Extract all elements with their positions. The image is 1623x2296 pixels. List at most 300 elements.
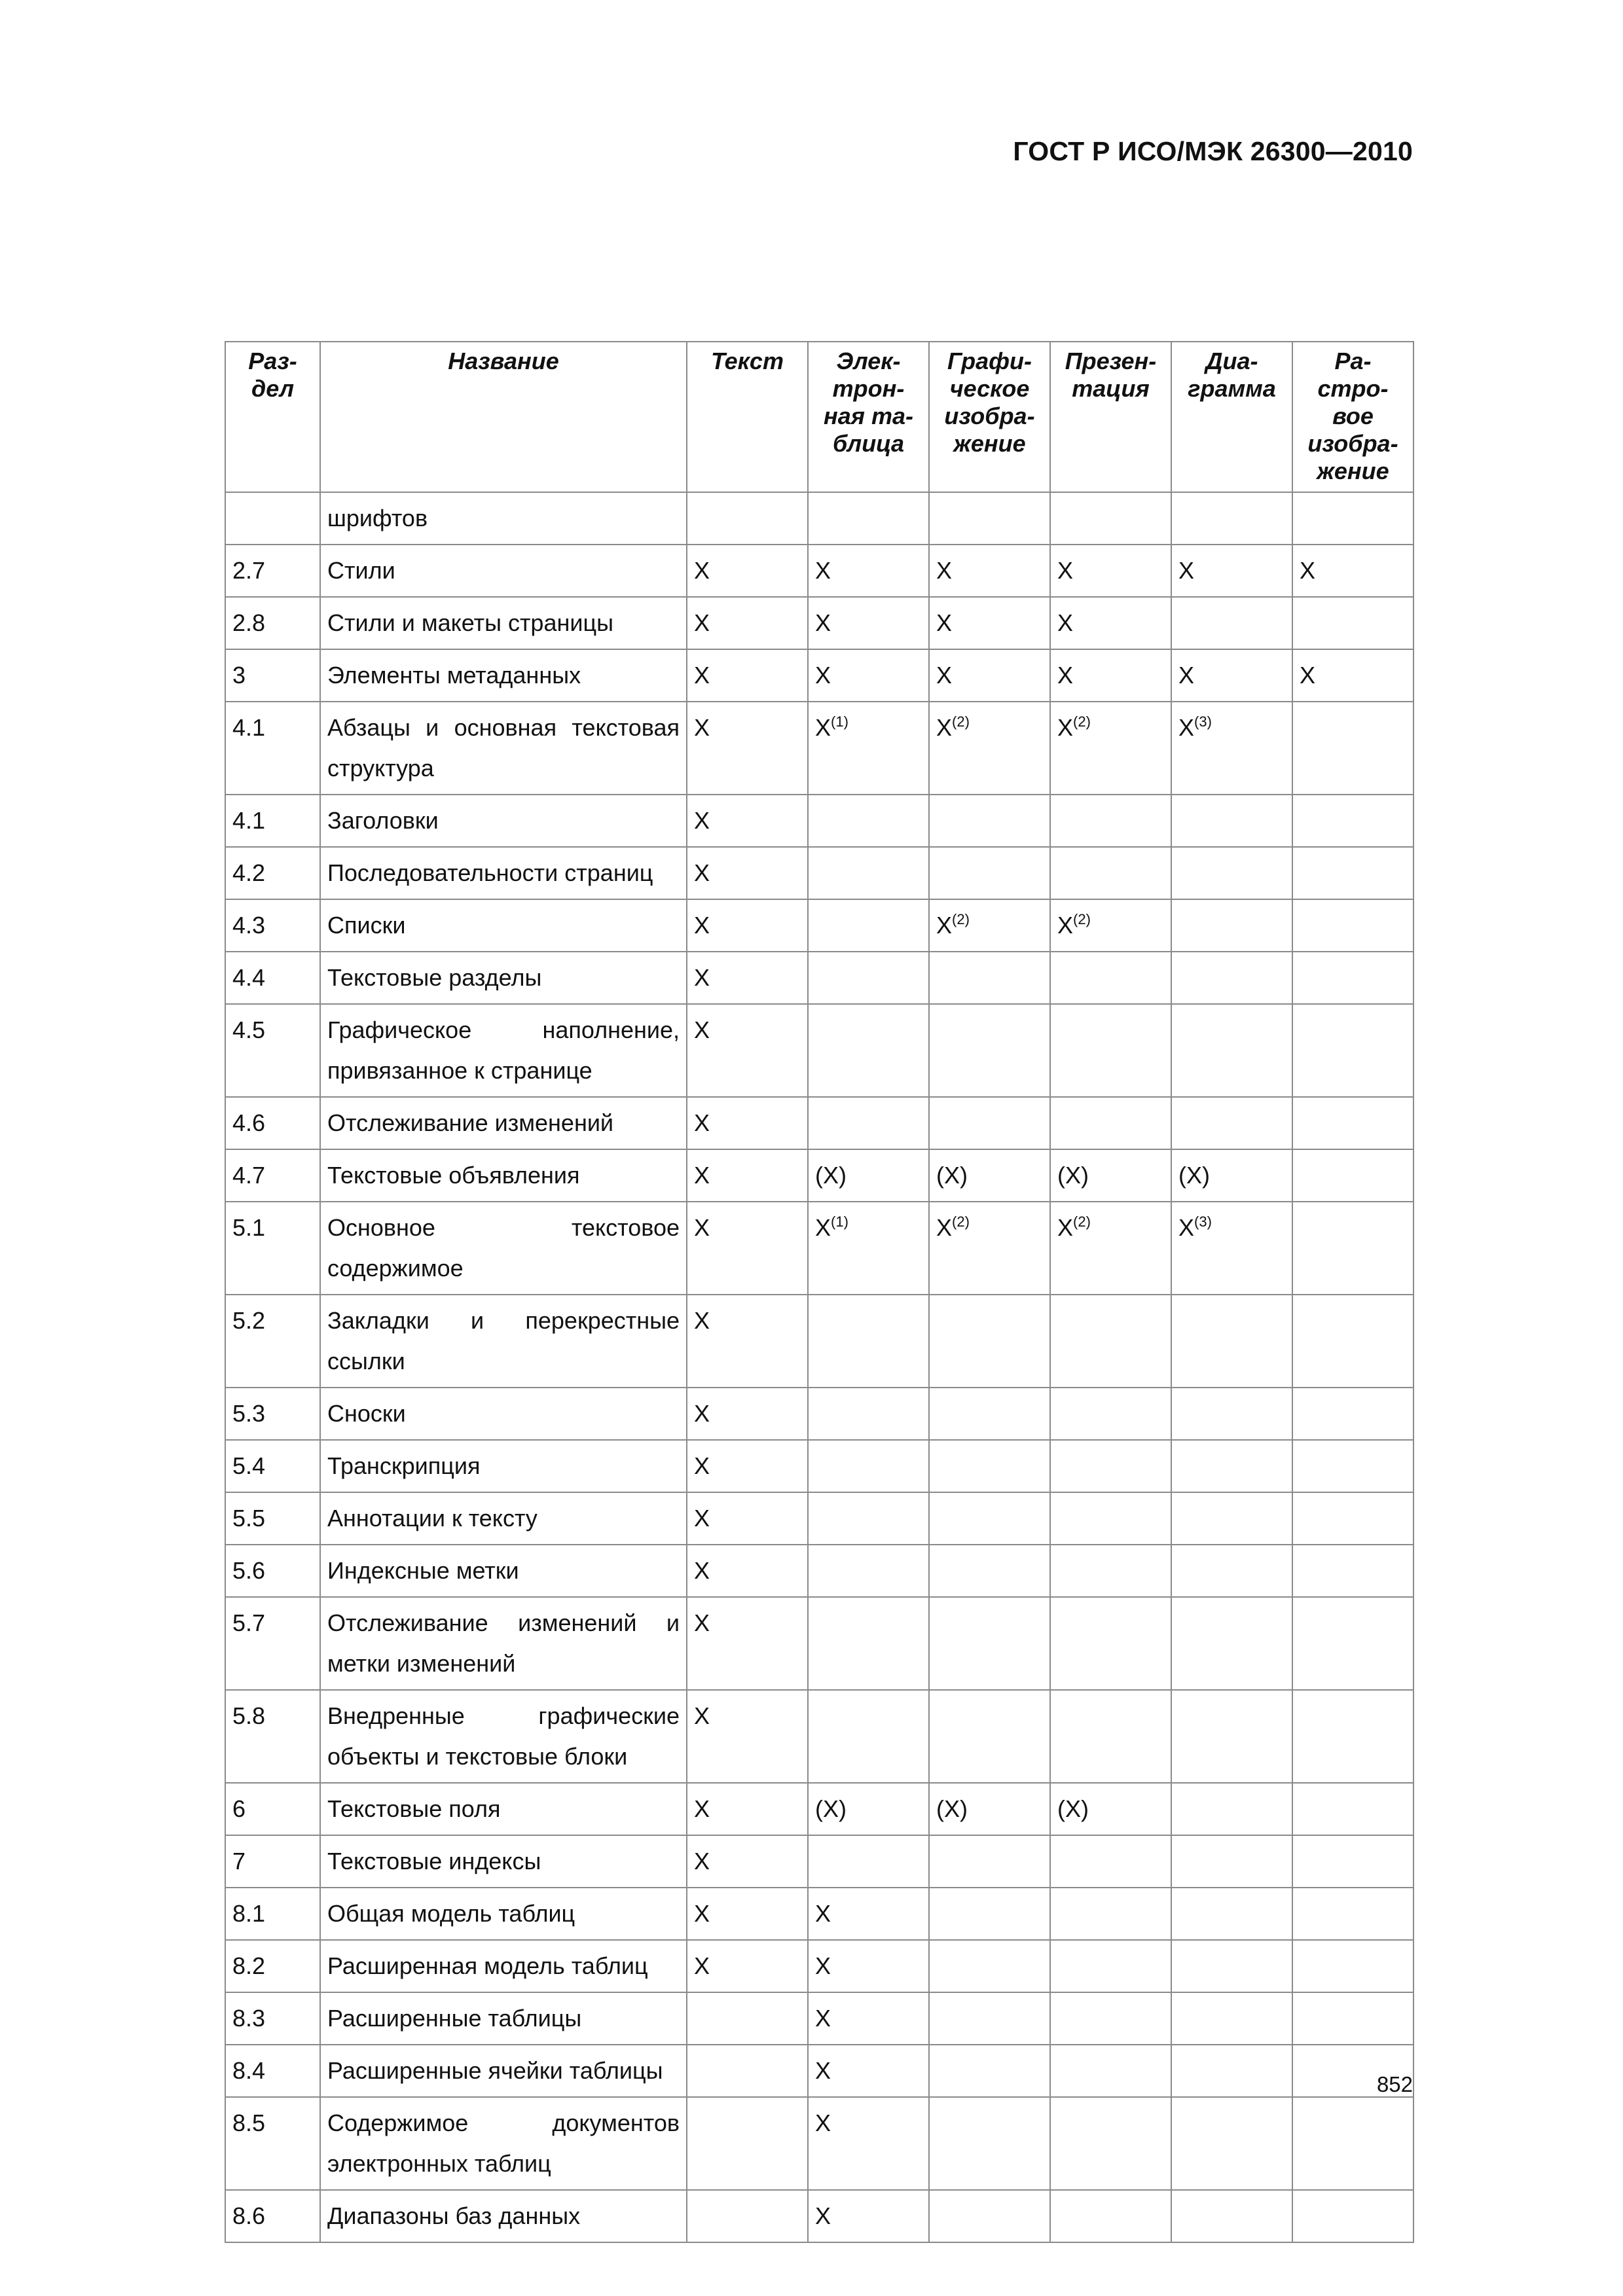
support-mark-cell	[1292, 1783, 1413, 1835]
support-mark-cell	[1292, 1545, 1413, 1597]
column-header-line: вое	[1332, 403, 1374, 429]
support-mark-cell	[1050, 1492, 1171, 1545]
support-mark-cell	[1050, 1690, 1171, 1783]
support-mark-cell	[687, 1202, 808, 1295]
footnote-marker: (1)	[831, 1213, 848, 1230]
support-mark-cell	[1292, 1202, 1413, 1295]
support-mark-cell	[687, 1440, 808, 1492]
support-mark-cell	[1171, 1440, 1292, 1492]
feature-name-cell: Аннотации к тексту	[320, 1492, 687, 1545]
support-mark-cell	[687, 2045, 808, 2097]
support-mark-cell	[1050, 1835, 1171, 1888]
feature-name-cell: Графическое наполнение, привязанное к странице	[320, 1004, 687, 1097]
table-row	[225, 1440, 1413, 1492]
support-mark: X	[694, 1848, 710, 1874]
support-mark-cell	[687, 1545, 808, 1597]
support-mark-cell	[1292, 2097, 1413, 2190]
support-mark-cell	[808, 1149, 929, 1202]
support-mark-cell	[1171, 1388, 1292, 1440]
support-mark-cell	[1050, 492, 1171, 545]
support-mark-cell	[808, 899, 929, 952]
footnote-marker: (2)	[1073, 1213, 1091, 1230]
column-header-line: Диа-	[1205, 348, 1258, 374]
column-header-line: изобра-	[944, 403, 1035, 429]
support-mark: X	[1300, 662, 1316, 689]
table-row	[225, 1690, 1413, 1783]
table-body	[225, 492, 1413, 2242]
support-mark-cell	[1050, 597, 1171, 649]
column-header-line: стро-	[1317, 375, 1389, 402]
support-mark: X	[694, 609, 710, 636]
support-mark-cell	[687, 1388, 808, 1440]
support-mark: X	[936, 1214, 953, 1241]
support-mark-cell	[1050, 545, 1171, 597]
feature-name-cell: Текстовые разделы	[320, 952, 687, 1004]
support-mark-cell	[1171, 1202, 1292, 1295]
section-number-cell: 2.8	[225, 597, 320, 649]
support-mark-cell	[929, 2190, 1050, 2242]
support-mark-cell	[687, 649, 808, 702]
feature-name-cell: Основное текстовое содержимое	[320, 1202, 687, 1295]
support-mark-cell	[1171, 1492, 1292, 1545]
support-mark-cell	[1292, 2190, 1413, 2242]
support-mark-cell	[808, 1004, 929, 1097]
footnote-marker: (1)	[831, 713, 848, 730]
table-row	[225, 545, 1413, 597]
support-mark-cell	[1171, 2097, 1292, 2190]
support-mark-cell	[1171, 1597, 1292, 1690]
support-mark-cell	[687, 492, 808, 545]
support-mark-cell	[808, 545, 929, 597]
support-mark-cell	[929, 1202, 1050, 1295]
support-mark: (X)	[1178, 1162, 1210, 1189]
support-mark-cell	[1171, 1149, 1292, 1202]
support-mark-cell	[929, 1597, 1050, 1690]
feature-name-cell: Закладки и перекрестные ссылки	[320, 1295, 687, 1388]
support-mark-cell	[1171, 1690, 1292, 1783]
support-mark-cell	[1050, 702, 1171, 795]
support-mark-cell	[1292, 702, 1413, 795]
support-mark-cell	[687, 1097, 808, 1149]
feature-name-cell: Содержимое документов электронных таблиц	[320, 2097, 687, 2190]
section-number-cell: 5.8	[225, 1690, 320, 1783]
column-header-line: ческое	[949, 375, 1030, 402]
support-mark-cell	[1050, 1545, 1171, 1597]
support-mark: X	[1300, 557, 1316, 584]
support-mark-cell	[1171, 1295, 1292, 1388]
support-mark-cell	[1171, 1004, 1292, 1097]
column-header-line: Раз-	[248, 348, 297, 374]
table-row	[225, 1149, 1413, 1202]
support-mark-cell	[808, 492, 929, 545]
column-header-line: дел	[251, 375, 295, 402]
column-header-line: ная та-	[824, 403, 913, 429]
support-mark: X	[1178, 714, 1195, 741]
support-mark-cell	[808, 1783, 929, 1835]
support-mark: X	[694, 1452, 710, 1479]
column-header-line: Графи-	[947, 348, 1032, 374]
support-mark: X	[815, 609, 831, 636]
feature-name-cell: Текстовые индексы	[320, 1835, 687, 1888]
column-header-image	[1292, 342, 1413, 492]
support-mark-cell	[1050, 2045, 1171, 2097]
support-mark: X	[694, 964, 710, 991]
column-header-line: жение	[953, 430, 1026, 457]
feature-name-cell: Последовательности страниц	[320, 847, 687, 899]
support-mark: X	[1057, 714, 1074, 741]
support-mark: X	[815, 662, 831, 689]
support-mark-cell	[808, 2190, 929, 2242]
support-mark-cell	[808, 1690, 929, 1783]
support-mark-cell	[929, 952, 1050, 1004]
support-mark: X	[815, 714, 831, 741]
section-number-cell: 4.4	[225, 952, 320, 1004]
column-header-line: Элек-	[836, 348, 901, 374]
support-mark-cell	[1050, 1597, 1171, 1690]
support-mark: X	[694, 1505, 710, 1532]
support-mark-cell	[808, 795, 929, 847]
support-mark-cell	[1292, 1097, 1413, 1149]
column-header-line: Ра-	[1334, 348, 1372, 374]
feature-name-cell: Индексные метки	[320, 1545, 687, 1597]
support-mark: X	[694, 1109, 710, 1136]
feature-name-cell: Транскрипция	[320, 1440, 687, 1492]
support-mark-cell	[1050, 1149, 1171, 1202]
support-mark-cell	[808, 597, 929, 649]
support-mark-cell	[1050, 2190, 1171, 2242]
section-number-cell: 4.1	[225, 702, 320, 795]
support-mark: X	[1057, 662, 1074, 689]
section-number-cell: 8.6	[225, 2190, 320, 2242]
section-number-cell: 5.1	[225, 1202, 320, 1295]
column-header-name	[320, 342, 687, 492]
support-mark: X	[815, 1952, 831, 1979]
section-number-cell: 5.3	[225, 1388, 320, 1440]
support-mark: X	[936, 662, 953, 689]
support-mark-cell	[1292, 952, 1413, 1004]
support-mark-cell	[929, 702, 1050, 795]
support-mark-cell	[929, 1004, 1050, 1097]
section-number-cell: 4.5	[225, 1004, 320, 1097]
support-mark-cell	[808, 649, 929, 702]
footnote-marker: (3)	[1194, 713, 1212, 730]
column-header-drawing	[929, 342, 1050, 492]
table-row	[225, 1888, 1413, 1940]
support-mark-cell	[1171, 1992, 1292, 2045]
support-mark-cell	[929, 649, 1050, 702]
support-mark-cell	[1050, 649, 1171, 702]
footnote-marker: (2)	[1073, 713, 1091, 730]
feature-name-cell: Расширенные таблицы	[320, 1992, 687, 2045]
support-mark-cell	[1050, 1783, 1171, 1835]
column-header-line: тация	[1072, 375, 1150, 402]
footnote-marker: (2)	[952, 713, 970, 730]
support-mark-cell	[1050, 1004, 1171, 1097]
support-mark-cell	[1171, 2045, 1292, 2097]
table-row	[225, 1597, 1413, 1690]
support-mark: (X)	[815, 1162, 847, 1189]
section-number-cell: 7	[225, 1835, 320, 1888]
support-mark-cell	[929, 1149, 1050, 1202]
support-mark: X	[694, 662, 710, 689]
table-row	[225, 2190, 1413, 2242]
support-mark-cell	[1171, 1835, 1292, 1888]
support-mark-cell	[1171, 1888, 1292, 1940]
section-number-cell: 4.6	[225, 1097, 320, 1149]
table-row	[225, 1545, 1413, 1597]
support-mark-cell	[1292, 795, 1413, 847]
support-mark: (X)	[936, 1795, 968, 1822]
support-mark-cell	[687, 847, 808, 899]
support-mark-cell	[1292, 1992, 1413, 2045]
column-header-line: Презен-	[1065, 348, 1157, 374]
support-mark-cell	[1292, 1835, 1413, 1888]
support-mark-cell	[1171, 2190, 1292, 2242]
support-mark-cell	[808, 1440, 929, 1492]
support-mark-cell	[687, 597, 808, 649]
support-mark: X	[694, 714, 710, 741]
support-mark-cell	[1050, 795, 1171, 847]
support-mark-cell	[1292, 492, 1413, 545]
support-mark-cell	[1050, 1440, 1171, 1492]
footnote-marker: (3)	[1194, 1213, 1212, 1230]
support-mark-cell	[929, 492, 1050, 545]
table-row	[225, 899, 1413, 952]
section-number-cell: 8.2	[225, 1940, 320, 1992]
feature-name-cell: Абзацы и основная текстовая структура	[320, 702, 687, 795]
support-mark: X	[815, 2057, 831, 2084]
support-mark-cell	[687, 1940, 808, 1992]
page-number: 852	[1376, 2072, 1413, 2096]
support-mark-cell	[929, 1388, 1050, 1440]
table-row	[225, 1097, 1413, 1149]
support-mark-cell	[808, 1888, 929, 1940]
support-mark-cell	[1292, 1295, 1413, 1388]
column-header-line: жение	[1317, 457, 1389, 484]
feature-name-cell: Списки	[320, 899, 687, 952]
table-row	[225, 795, 1413, 847]
support-mark-cell	[929, 847, 1050, 899]
feature-name-cell: Отслеживание изменений и метки изменений	[320, 1597, 687, 1690]
section-number-cell: 4.1	[225, 795, 320, 847]
support-mark-cell	[687, 795, 808, 847]
support-mark-cell	[808, 1545, 929, 1597]
support-mark-cell	[687, 1690, 808, 1783]
support-mark: X	[936, 557, 953, 584]
support-mark-cell	[929, 795, 1050, 847]
section-number-cell: 4.2	[225, 847, 320, 899]
support-mark-cell	[929, 1835, 1050, 1888]
feature-name-cell: Стили и макеты страницы	[320, 597, 687, 649]
section-number-cell: 5.6	[225, 1545, 320, 1597]
feature-name-cell: Текстовые поля	[320, 1783, 687, 1835]
support-mark-cell	[929, 2097, 1050, 2190]
support-mark-cell	[929, 1992, 1050, 2045]
support-mark: (X)	[1057, 1795, 1089, 1822]
support-mark: X	[1178, 662, 1195, 689]
column-header-text	[687, 342, 808, 492]
section-number-cell: 4.3	[225, 899, 320, 952]
feature-name-cell: Расширенные ячейки таблицы	[320, 2045, 687, 2097]
support-mark: X	[815, 557, 831, 584]
header-row	[225, 342, 1413, 492]
table-row	[225, 2097, 1413, 2190]
support-mark-cell	[808, 1492, 929, 1545]
support-mark-cell	[687, 1835, 808, 1888]
support-mark: X	[694, 1162, 710, 1189]
section-number-cell: 5.2	[225, 1295, 320, 1388]
support-mark-cell	[808, 2097, 929, 2190]
support-mark-cell	[808, 847, 929, 899]
table-row	[225, 847, 1413, 899]
support-mark: X	[694, 1400, 710, 1427]
support-mark-cell	[808, 702, 929, 795]
support-mark-cell	[1171, 702, 1292, 795]
support-mark-cell	[1050, 2097, 1171, 2190]
table-row	[225, 1202, 1413, 1295]
support-mark: X	[1057, 557, 1074, 584]
feature-name-cell: Заголовки	[320, 795, 687, 847]
support-mark: X	[1178, 1214, 1195, 1241]
support-mark-cell	[687, 545, 808, 597]
feature-name-cell: Сноски	[320, 1388, 687, 1440]
support-mark: X	[815, 1900, 831, 1927]
support-mark-cell	[929, 545, 1050, 597]
feature-name-cell: Внедренные графические объекты и текстовые блоки	[320, 1690, 687, 1783]
support-mark-cell	[687, 899, 808, 952]
support-mark: X	[694, 912, 710, 939]
footnote-marker: (2)	[952, 1213, 970, 1230]
support-mark-cell	[1292, 1690, 1413, 1783]
table-row	[225, 702, 1413, 795]
support-mark-cell	[808, 1097, 929, 1149]
table-header	[225, 342, 1413, 492]
support-mark-cell	[1050, 952, 1171, 1004]
support-mark: X	[815, 2109, 831, 2136]
support-mark-cell	[687, 1492, 808, 1545]
support-mark: X	[815, 2202, 831, 2229]
column-header-section	[225, 342, 320, 492]
support-mark-cell	[929, 1888, 1050, 1940]
support-mark-cell	[929, 1783, 1050, 1835]
support-mark: X	[694, 1702, 710, 1729]
table-row	[225, 2045, 1413, 2097]
support-mark-cell	[929, 1690, 1050, 1783]
section-number-cell: 8.1	[225, 1888, 320, 1940]
table-row	[225, 492, 1413, 545]
support-mark-cell	[929, 597, 1050, 649]
support-mark-cell	[929, 1940, 1050, 1992]
support-mark-cell	[1050, 1097, 1171, 1149]
column-header-line: грамма	[1188, 375, 1276, 402]
column-header-line: изобра-	[1307, 430, 1398, 457]
support-mark-cell	[808, 952, 929, 1004]
support-mark: X	[694, 1952, 710, 1979]
support-mark: X	[1057, 609, 1074, 636]
support-mark-cell	[808, 1388, 929, 1440]
support-mark-cell	[929, 1295, 1050, 1388]
support-mark-cell	[1171, 899, 1292, 952]
support-mark-cell	[1171, 795, 1292, 847]
support-mark-cell	[687, 1295, 808, 1388]
support-mark-cell	[1050, 1888, 1171, 1940]
support-mark-cell	[1292, 1440, 1413, 1492]
support-mark-cell	[1292, 597, 1413, 649]
support-mark-cell	[1050, 1388, 1171, 1440]
table-row	[225, 1992, 1413, 2045]
support-mark: X	[936, 609, 953, 636]
support-mark-cell	[1050, 1202, 1171, 1295]
support-mark-cell	[808, 1202, 929, 1295]
support-mark: X	[694, 1016, 710, 1043]
section-number-cell: 8.5	[225, 2097, 320, 2190]
section-number-cell: 8.4	[225, 2045, 320, 2097]
support-mark-cell	[1050, 1940, 1171, 1992]
support-mark: X	[694, 859, 710, 886]
support-mark: X	[815, 1214, 831, 1241]
support-mark-cell	[929, 899, 1050, 952]
feature-name-cell: Расширенная модель таблиц	[320, 1940, 687, 1992]
support-mark-cell	[808, 1835, 929, 1888]
support-mark-cell	[1171, 1940, 1292, 1992]
support-mark-cell	[687, 1783, 808, 1835]
support-mark: X	[1178, 557, 1195, 584]
support-mark: X	[694, 807, 710, 834]
footnote-marker: (2)	[952, 911, 970, 927]
column-header-chart	[1171, 342, 1292, 492]
column-header-presentation	[1050, 342, 1171, 492]
section-number-cell: 2.7	[225, 545, 320, 597]
section-number-cell: 3	[225, 649, 320, 702]
support-mark-cell	[808, 2045, 929, 2097]
table-row	[225, 1492, 1413, 1545]
support-mark-cell	[1292, 1149, 1413, 1202]
column-header-line: Название	[448, 348, 559, 374]
support-mark-cell	[808, 1940, 929, 1992]
support-mark-cell	[687, 2097, 808, 2190]
support-mark: X	[694, 557, 710, 584]
support-mark-cell	[808, 1295, 929, 1388]
support-mark-cell	[1171, 545, 1292, 597]
support-mark: X	[936, 912, 953, 939]
feature-name-cell: Отслеживание изменений	[320, 1097, 687, 1149]
support-mark-cell	[1171, 492, 1292, 545]
support-mark: X	[1057, 912, 1074, 939]
support-mark-cell	[1050, 847, 1171, 899]
support-mark-cell	[929, 2045, 1050, 2097]
section-number-cell: 4.7	[225, 1149, 320, 1202]
feature-name-cell: Общая модель таблиц	[320, 1888, 687, 1940]
table-row	[225, 1004, 1413, 1097]
support-mark: X	[694, 1795, 710, 1822]
support-mark-cell	[1292, 1004, 1413, 1097]
support-mark-cell	[1050, 1992, 1171, 2045]
section-number-cell: 6	[225, 1783, 320, 1835]
support-mark-cell	[929, 1440, 1050, 1492]
table-row	[225, 1940, 1413, 1992]
column-header-spreadsheet	[808, 342, 929, 492]
feature-name-cell: Диапазоны баз данных	[320, 2190, 687, 2242]
support-mark: X	[694, 1609, 710, 1636]
feature-name-cell: Элементы метаданных	[320, 649, 687, 702]
support-mark: X	[815, 2005, 831, 2032]
table-row	[225, 597, 1413, 649]
support-mark-cell	[1292, 899, 1413, 952]
support-mark-cell	[1292, 1888, 1413, 1940]
support-mark-cell	[1171, 952, 1292, 1004]
support-mark: X	[694, 1307, 710, 1334]
support-mark: (X)	[815, 1795, 847, 1822]
